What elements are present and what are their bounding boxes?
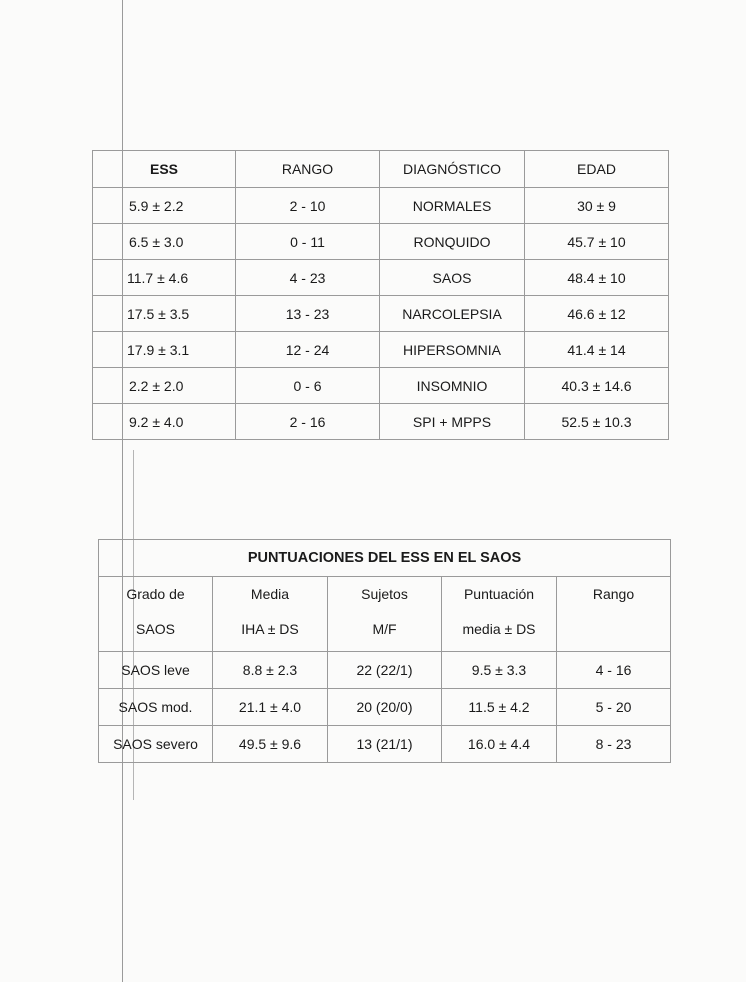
cell-ess: 2.2 ± 2.0	[93, 368, 236, 404]
cell-ess: 6.5 ± 3.0	[93, 224, 236, 260]
cell-puntuacion: 9.5 ± 3.3	[442, 652, 557, 689]
header-grado	[99, 577, 213, 652]
cell-edad: 46.6 ± 12	[525, 296, 669, 332]
table-row	[93, 368, 669, 404]
cell-rango: 2 - 10	[236, 188, 380, 224]
ess-diagnosis-table	[92, 150, 669, 440]
cell-edad: 41.4 ± 14	[525, 332, 669, 368]
cell-rango: 8 - 23	[557, 726, 671, 763]
margin-line	[122, 0, 123, 982]
cell-edad: 30 ± 9	[525, 188, 669, 224]
cell-rango: 13 - 23	[236, 296, 380, 332]
cell-sujetos: 20 (20/0)	[328, 689, 442, 726]
header-line: Rango	[592, 586, 635, 602]
table-row	[99, 652, 671, 689]
cell-rango: 0 - 11	[236, 224, 380, 260]
cell-rango: 4 - 16	[557, 652, 671, 689]
table-row	[99, 726, 671, 763]
cell-ess: 17.9 ± 3.1	[93, 332, 236, 368]
cell-diagnostico: HIPERSOMNIA	[380, 332, 525, 368]
cell-diagnostico: SAOS	[380, 260, 525, 296]
cell-diagnostico: NORMALES	[380, 188, 525, 224]
table-row	[93, 296, 669, 332]
cell-edad: 52.5 ± 10.3	[525, 404, 669, 440]
table-row	[93, 260, 669, 296]
cell-edad: 40.3 ± 14.6	[525, 368, 669, 404]
header-puntuacion	[442, 577, 557, 652]
cell-grado: SAOS leve	[99, 652, 213, 689]
header-line: Grado de	[126, 586, 185, 602]
cell-diagnostico: NARCOLEPSIA	[380, 296, 525, 332]
cell-sujetos: 22 (22/1)	[328, 652, 442, 689]
cell-ess: 17.5 ± 3.5	[93, 296, 236, 332]
header-line: Puntuación	[463, 586, 535, 602]
cell-ess: 11.7 ± 4.6	[93, 260, 236, 296]
table-row	[93, 404, 669, 440]
cell-grado: SAOS severo	[99, 726, 213, 763]
table-row	[93, 332, 669, 368]
table-row	[99, 689, 671, 726]
cell-puntuacion: 16.0 ± 4.4	[442, 726, 557, 763]
cell-ess: 9.2 ± 4.0	[93, 404, 236, 440]
header-line: SAOS	[136, 621, 175, 637]
cell-ess: 5.9 ± 2.2	[93, 188, 236, 224]
header-ess: ESS	[93, 151, 236, 188]
cell-rango: 0 - 6	[236, 368, 380, 404]
header-line: Media	[250, 586, 290, 602]
saos-scores-table	[98, 539, 671, 763]
header-rango: RANGO	[236, 151, 380, 188]
cell-rango: 12 - 24	[236, 332, 380, 368]
table-header-row	[99, 577, 671, 652]
cell-rango: 2 - 16	[236, 404, 380, 440]
header-sujetos	[328, 577, 442, 652]
cell-edad: 45.7 ± 10	[525, 224, 669, 260]
cell-media: 21.1 ± 4.0	[213, 689, 328, 726]
table-title-row	[99, 540, 671, 577]
cell-rango: 5 - 20	[557, 689, 671, 726]
table-row	[93, 224, 669, 260]
header-media	[213, 577, 328, 652]
header-line: media ± DS	[462, 621, 536, 637]
table-title: PUNTUACIONES DEL ESS EN EL SAOS	[99, 540, 671, 577]
cell-diagnostico: SPI + MPPS	[380, 404, 525, 440]
header-line: IHA ± DS	[241, 621, 299, 637]
cell-grado: SAOS mod.	[99, 689, 213, 726]
cell-rango: 4 - 23	[236, 260, 380, 296]
header-edad: EDAD	[525, 151, 669, 188]
table-header-row	[93, 151, 669, 188]
cell-edad: 48.4 ± 10	[525, 260, 669, 296]
cell-puntuacion: 11.5 ± 4.2	[442, 689, 557, 726]
cell-sujetos: 13 (21/1)	[328, 726, 442, 763]
table-row	[93, 188, 669, 224]
cell-diagnostico: RONQUIDO	[380, 224, 525, 260]
header-rango	[557, 577, 671, 652]
header-line: M/F	[372, 621, 397, 637]
cell-media: 49.5 ± 9.6	[213, 726, 328, 763]
header-diagnostico: DIAGNÓSTICO	[380, 151, 525, 188]
cell-media: 8.8 ± 2.3	[213, 652, 328, 689]
header-line: Sujetos	[361, 586, 408, 602]
cell-diagnostico: INSOMNIO	[380, 368, 525, 404]
